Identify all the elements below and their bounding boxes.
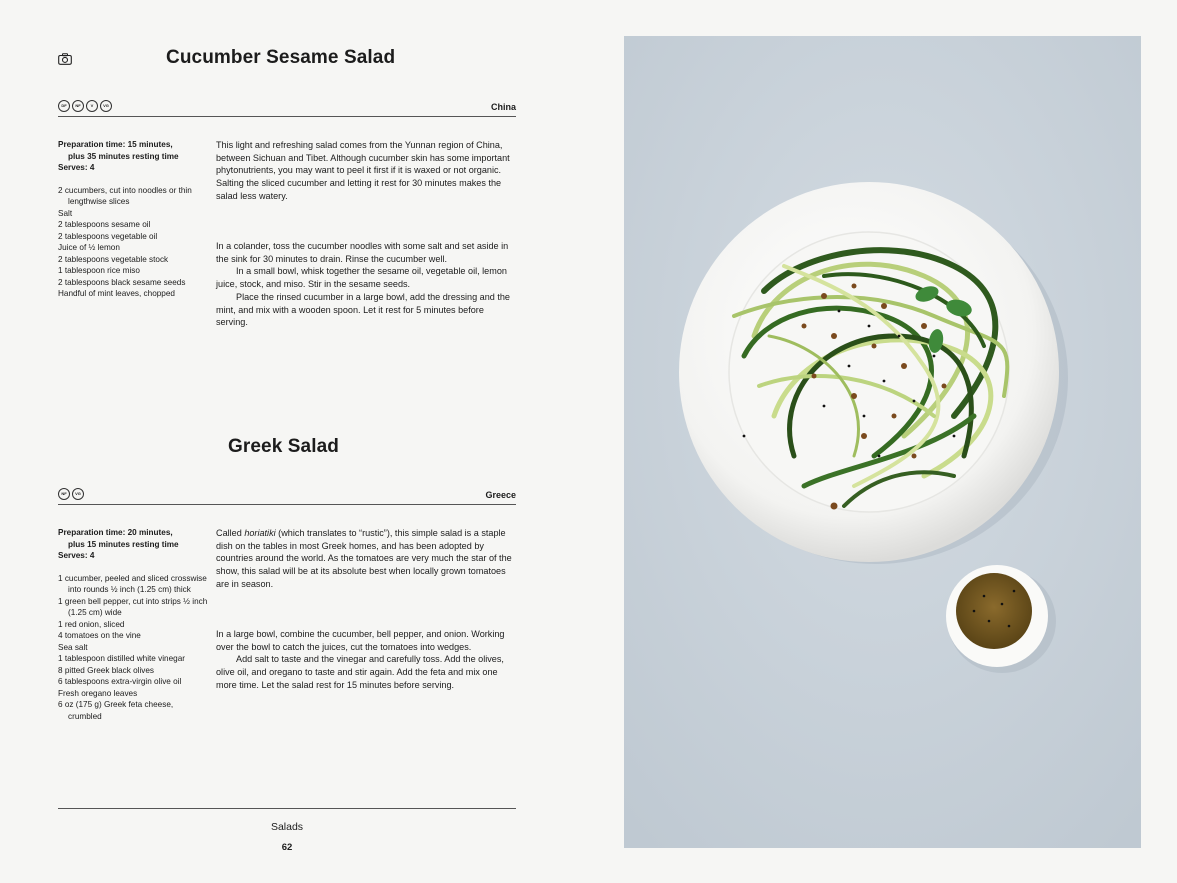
salad-photo xyxy=(624,36,1141,848)
dietary-badges xyxy=(58,100,112,112)
ingredient-list xyxy=(58,185,208,300)
recipe-title: Cucumber Sesame Salad xyxy=(166,47,396,68)
prep-info xyxy=(58,139,208,174)
ingredient-item: 4 tomatoes on the vine xyxy=(58,631,141,640)
intro-text: This light and refreshing salad comes from the Yunnan region of China, between Sichuan and Tibet. Although cucumber skin has some important phytonutrients, you may want to peel it first if it is waxed or not organic. Salting the sliced cucumber and letting it rest for 30 minutes makes the salad less watery. xyxy=(216,140,510,201)
resting-time: plus 35 minutes resting time xyxy=(68,151,179,161)
recipe-meta xyxy=(58,488,516,502)
ingredient-item: 6 tablespoons extra-virgin olive oil xyxy=(58,677,182,686)
recipe-method xyxy=(216,240,516,329)
divider xyxy=(58,504,516,505)
ingredient-item: 2 tablespoons vegetable stock xyxy=(58,254,169,264)
page-number: 62 xyxy=(281,842,293,853)
ingredient-item: 2 tablespoons vegetable oil xyxy=(58,231,158,241)
section-name: Salads xyxy=(270,821,304,833)
dietary-badge-vg: VG xyxy=(100,100,112,112)
ingredient-item: Sea salt xyxy=(58,642,88,652)
recipe-page xyxy=(0,0,580,883)
intro-text: Called horiatiki (which translates to “rustic”), this simple salad is a staple dish on the tables in most Greek homes, and has been adopted by countries around the world. As the tomatoes are very much the star of the show, this salad will be at its absolute best when locally grown tomatoes are in season. xyxy=(216,528,512,589)
ingredient-item: 6 oz (175 g) Greek feta cheese, crumbled xyxy=(58,700,174,721)
prep-time: Preparation time: 20 minutes, xyxy=(58,528,173,537)
dietary-badge-df: DF xyxy=(58,100,70,112)
ingredient-item: 2 cucumbers, cut into noodles or thin lengthwise slices xyxy=(58,185,192,206)
method-step: In a colander, toss the cucumber noodles with some salt and set aside in the sink for 30 minutes to drain. Rinse the cucumber well. xyxy=(216,241,509,264)
dietary-badge-nf: NF xyxy=(58,488,70,500)
divider xyxy=(58,116,516,117)
ingredient-item: 1 red onion, sliced xyxy=(58,619,125,629)
ingredient-item: 8 pitted Greek black olives xyxy=(58,665,155,675)
ingredient-item: Fresh oregano leaves xyxy=(58,688,138,698)
ingredients-column xyxy=(58,139,208,300)
ingredient-item: 1 tablespoon rice miso xyxy=(58,266,140,275)
footer-divider xyxy=(58,808,516,809)
ingredient-item: 2 tablespoons sesame oil xyxy=(58,220,151,229)
recipe-intro xyxy=(216,139,516,203)
ingredient-item: 1 green bell pepper, cut into strips ½ inch (1.25 cm) wide xyxy=(58,596,208,617)
servings: Serves: 4 xyxy=(58,163,95,172)
recipe-country: Greece xyxy=(485,490,516,500)
ingredient-item: 1 cucumber, peeled and sliced crosswise into rounds ½ inch (1.25 cm) thick xyxy=(58,573,207,594)
method-step: Place the rinsed cucumber in a large bowl, add the dressing and the mint, and mix with a wooden spoon. Let it rest for 5 minutes before serving. xyxy=(216,291,510,328)
ingredient-item: 2 tablespoons black sesame seeds xyxy=(58,277,186,287)
dietary-badge-nf: NF xyxy=(72,100,84,112)
recipe-country: China xyxy=(490,102,516,112)
ingredient-list xyxy=(58,573,208,723)
ingredient-item: Salt xyxy=(58,208,73,218)
recipe-meta xyxy=(58,100,516,114)
method-step: In a small bowl, whisk together the sesame oil, vegetable oil, lemon juice, stock, and miso. Stir in the sesame seeds. xyxy=(216,266,507,290)
servings: Serves: 4 xyxy=(58,551,95,560)
resting-time: plus 15 minutes resting time xyxy=(68,539,179,549)
method-step: In a large bowl, combine the cucumber, bell pepper, and onion. Working over the bowl to catch the juices, cut the tomatoes into wedges. xyxy=(216,629,505,652)
recipe-method xyxy=(216,628,516,692)
ingredient-item: 1 tablespoon distilled white vinegar xyxy=(58,654,185,663)
recipe-intro xyxy=(216,527,516,591)
dietary-badge-vg: VG xyxy=(72,488,84,500)
dietary-badges xyxy=(58,488,84,500)
recipe-title: Greek Salad xyxy=(228,436,339,457)
ingredient-item: Handful of mint leaves, chopped xyxy=(58,289,175,298)
prep-time: Preparation time: 15 minutes, xyxy=(58,140,173,149)
camera-icon xyxy=(58,52,72,64)
prep-info xyxy=(58,527,208,562)
method-step: Add salt to taste and the vinegar and carefully toss. Add the olives, olive oil, and oregano to taste and stir again. Add the feta and mix one more time. Let the salad rest for 15 minutes before serving. xyxy=(216,654,504,690)
ingredients-column xyxy=(58,527,208,722)
ingredient-item: Juice of ½ lemon xyxy=(58,243,120,252)
dietary-badge-v: V xyxy=(86,100,98,112)
